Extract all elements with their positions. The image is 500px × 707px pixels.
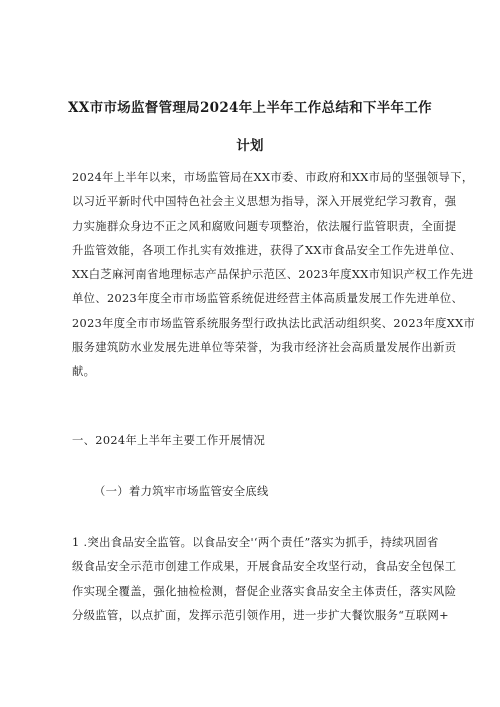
intro-line: 服务建筑防水业发展先进单位等荣誉，为我市经济社会高质量发展作出新贡 bbox=[72, 341, 457, 355]
subsection-heading: （一）着力筑牢市场监管安全底线 bbox=[94, 485, 269, 498]
intro-line: 2023年度全市市场监管系统服务型行政执法比武活动组织奖、2023年度XX市 bbox=[72, 316, 476, 330]
item-line: 作实现全覆盖，强化抽检检测，督促企业落实食品安全主体责任，落实风险 bbox=[72, 584, 457, 598]
intro-line: 升监管效能，各项工作扎实有效推进，获得了XX市食品安全工作先进单位、 bbox=[72, 243, 462, 257]
intro-line: 以习近平新时代中国特色社会主义思想为指导，深入开展党纪学习教育，强 bbox=[72, 195, 457, 209]
intro-line: 力实施群众身边不正之风和腐败问题专项整治，依法履行监管职责，全面提 bbox=[72, 219, 457, 233]
section-heading: 一、2024年上半年主要工作开展情况 bbox=[72, 434, 266, 447]
item-1-paragraph bbox=[72, 531, 457, 628]
intro-line: XX白芝麻河南省地理标志产品保护示范区、2023年度XX市知识产权工作先进 bbox=[72, 268, 474, 282]
document-title-line-2: 计划 bbox=[236, 138, 264, 154]
document-title-line-1: XX市市场监督管理局2024年上半年工作总结和下半年工作 bbox=[68, 100, 432, 116]
item-line: 级食品安全示范市创建工作成果，开展食品安全攻坚行动，食品安全包保工 bbox=[72, 560, 457, 574]
intro-paragraph bbox=[72, 166, 476, 385]
intro-line: 单位、2023年度全市市场监管系统促进经营主体高质量发展工作先进单位、 bbox=[72, 292, 464, 306]
item-line: 1 .突出食品安全监管。以食品安全'‘两个责任”落实为抓手，持续巩固省 bbox=[72, 536, 439, 549]
intro-line: 2024年上半年以来，市场监管局在XX市委、市政府和XX市局的坚强领导下， bbox=[72, 171, 474, 184]
intro-line: 献。 bbox=[72, 365, 96, 379]
item-line: 分级监管，以点扩面，发挥示范引领作用，进一步扩大餐饮服务“互联网+ bbox=[72, 608, 449, 622]
